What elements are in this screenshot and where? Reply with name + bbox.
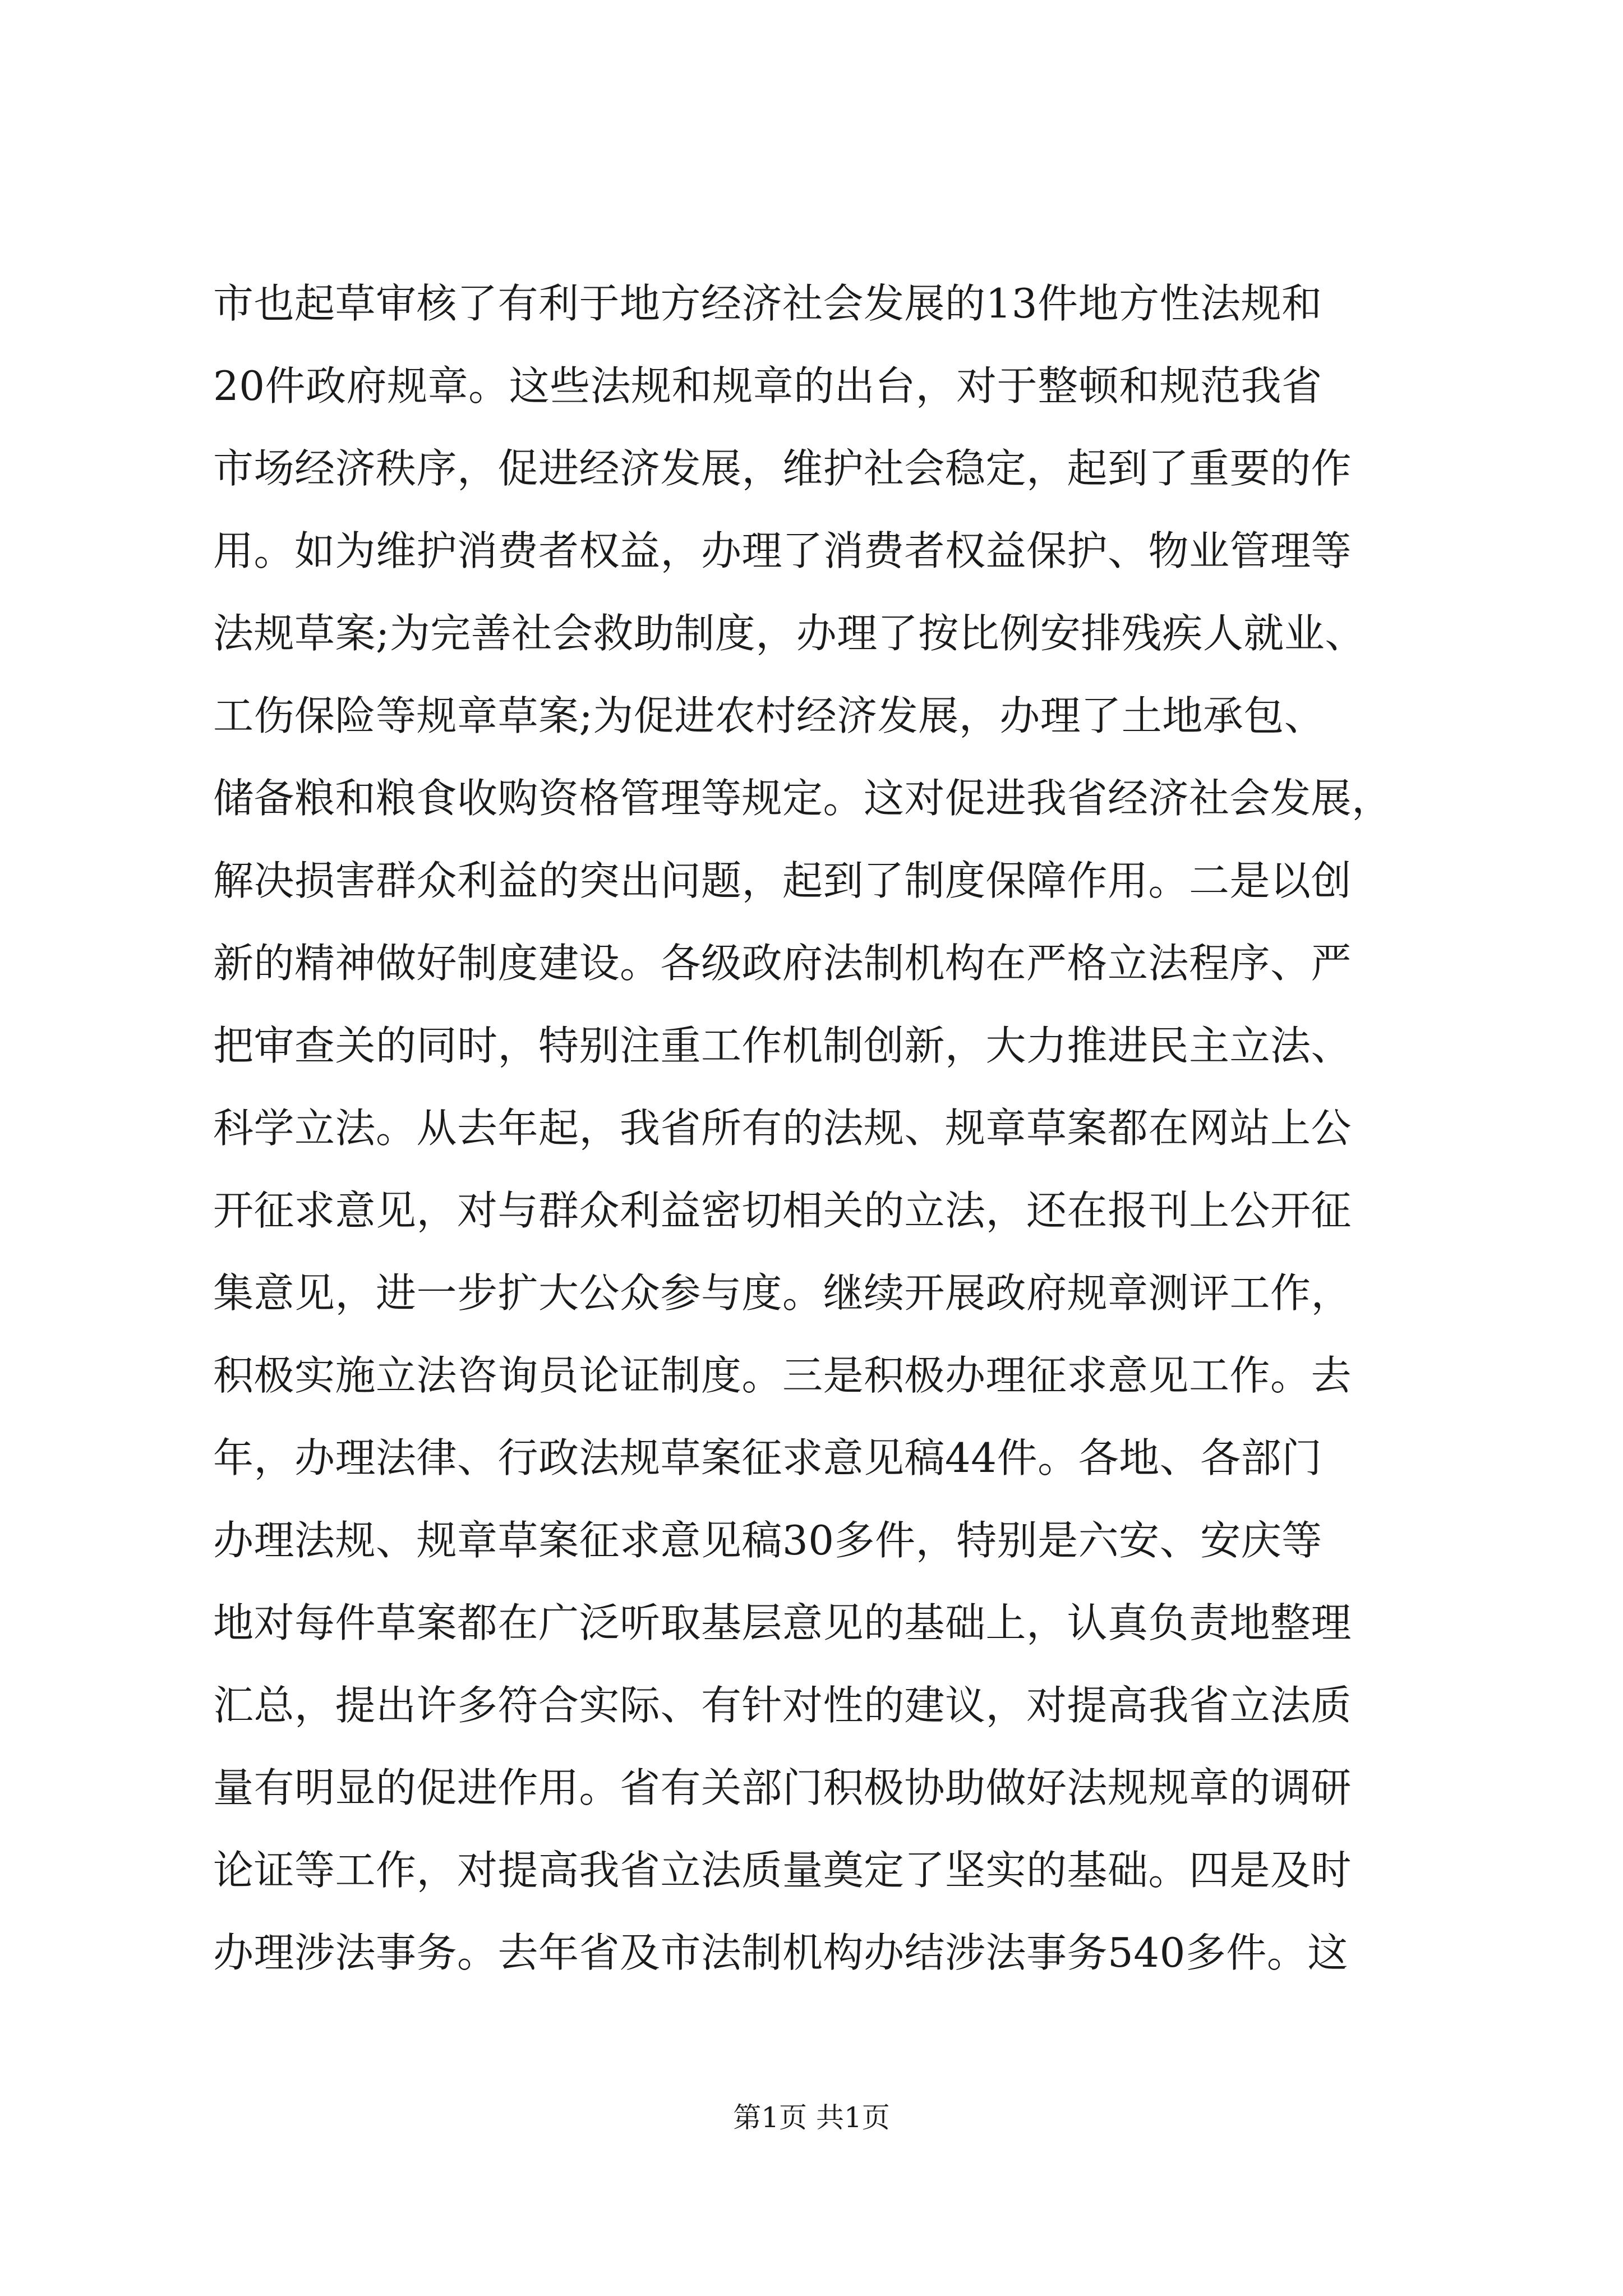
text-line: 解决损害群众利益的突出问题，起到了制度保障作用。二是以创 bbox=[213, 857, 1352, 904]
text-line: 开征求意见，对与群众利益密切相关的立法，还在报刊上公开征 bbox=[213, 1187, 1352, 1234]
text-line: 20件政府规章。这些法规和规章的出台，对于整顿和规范我省 bbox=[213, 362, 1322, 409]
text-line: 市也起草审核了有利于地方经济社会发展的13件地方性法规和 bbox=[213, 280, 1322, 327]
text-line: 年，办理法律、行政法规草案征求意见稿44件。各地、各部门 bbox=[213, 1434, 1322, 1481]
text-line: 论证等工作，对提高我省立法质量奠定了坚实的基础。四是及时 bbox=[213, 1847, 1352, 1894]
text-line: 科学立法。从去年起，我省所有的法规、规章草案都在网站上公 bbox=[213, 1105, 1352, 1152]
text-line: 集意见，进一步扩大公众参与度。继续开展政府规章测评工作， bbox=[213, 1269, 1352, 1317]
text-line: 把审查关的同时，特别注重工作机制创新，大力推进民主立法、 bbox=[213, 1022, 1352, 1069]
text-line: 办理涉法事务。去年省及市法制机构办结涉法事务540多件。这 bbox=[213, 1929, 1348, 1976]
body-text bbox=[213, 263, 1413, 1994]
text-line: 市场经济秩序，促进经济发展，维护社会稳定，起到了重要的作 bbox=[213, 445, 1352, 492]
text-line: 量有明显的促进作用。省有关部门积极协助做好法规规章的调研 bbox=[213, 1764, 1352, 1811]
page-footer bbox=[0, 2098, 1623, 2137]
text-line: 新的精神做好制度建设。各级政府法制机构在严格立法程序、严 bbox=[213, 940, 1352, 987]
text-line: 汇总，提出许多符合实际、有针对性的建议，对提高我省立法质 bbox=[213, 1682, 1352, 1729]
text-line: 储备粮和粮食收购资格管理等规定。这对促进我省经济社会发展， bbox=[213, 775, 1393, 822]
text-line: 法规草案;为完善社会救助制度，办理了按比例安排残疾人就业、 bbox=[213, 610, 1366, 657]
page-number-label: 第1页 共1页 bbox=[733, 2101, 890, 2134]
text-line: 工伤保险等规章草案;为促进农村经济发展，办理了土地承包、 bbox=[213, 692, 1325, 739]
text-line: 地对每件草案都在广泛听取基层意见的基础上，认真负责地整理 bbox=[213, 1599, 1352, 1646]
text-line: 用。如为维护消费者权益，办理了消费者权益保护、物业管理等 bbox=[213, 527, 1352, 574]
text-line: 积极实施立法咨询员论证制度。三是积极办理征求意见工作。去 bbox=[213, 1352, 1352, 1399]
text-line: 办理法规、规章草案征求意见稿30多件，特别是六安、安庆等 bbox=[213, 1517, 1322, 1564]
